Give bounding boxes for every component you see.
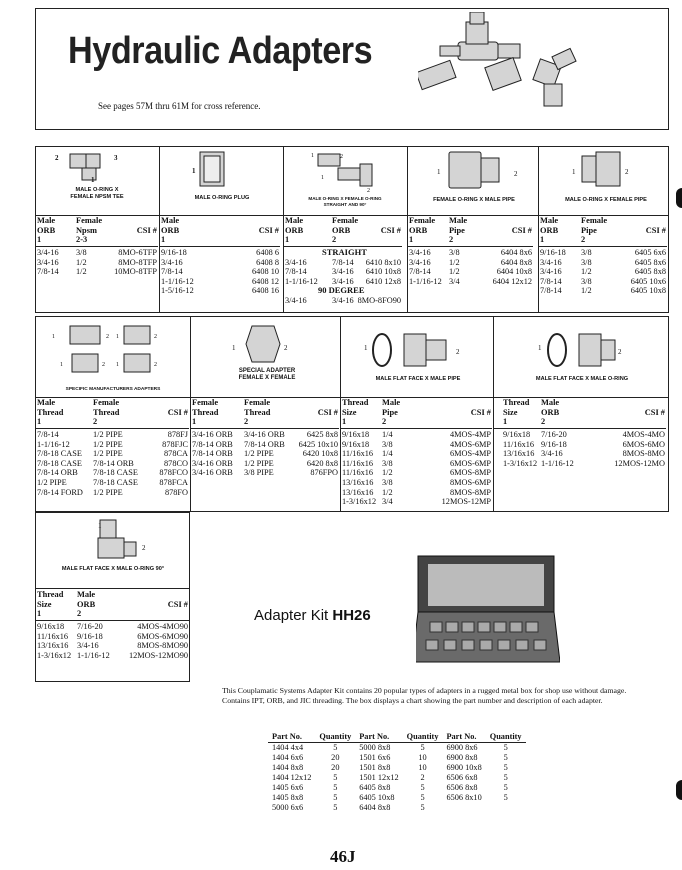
- table-row: [268, 773, 526, 783]
- callout-2: 2: [625, 168, 629, 176]
- callout-1: 1: [192, 167, 196, 175]
- table-cell: 3/8 PIPE: [244, 468, 274, 478]
- column-header: CSI #: [645, 226, 666, 235]
- part-no-cell: [442, 803, 485, 813]
- csi-number: 8MO-8FO90: [357, 296, 401, 305]
- table-row: [268, 803, 526, 813]
- quantity-cell: 5: [333, 773, 338, 782]
- quantity-cell: 5: [420, 803, 425, 812]
- callout-1: 1: [116, 362, 119, 368]
- subheading: STRAIGHT: [322, 247, 367, 257]
- header-rule: [159, 246, 280, 247]
- flat-face-male-oring-icon: [545, 330, 625, 370]
- cross-reference-note: See pages 57M thru 61M for cross reference.: [98, 101, 261, 111]
- table-cell: 7/8-18 CASE: [93, 478, 138, 487]
- column-header: Male Pipe 2: [382, 398, 401, 426]
- column-header: Male ORB 1: [161, 216, 180, 244]
- specific-manufacturers-icons: [62, 322, 162, 380]
- csi-number: 6410 10x8: [365, 267, 401, 277]
- table-cell: 7/8-14: [540, 276, 562, 286]
- callout-2: 2: [102, 362, 105, 368]
- table-cell: 1/2 PIPE: [93, 449, 123, 459]
- csi-number: 878FJC: [162, 439, 188, 449]
- binder-hole: [676, 780, 682, 800]
- table-cell: 3/8: [581, 257, 592, 267]
- csi-number: 6404 10x8: [496, 267, 532, 277]
- column-header: Female Npsm 2-3: [76, 216, 103, 244]
- column-header: Male Thread 1: [37, 398, 64, 426]
- column-header: Male ORB 1: [540, 216, 559, 244]
- table-cell: 3/4: [382, 497, 393, 507]
- part-no-cell: 1404 4x4: [272, 743, 304, 752]
- csi-number: 4MOS-4MO90: [137, 622, 188, 631]
- table-cell: 7/8-14 ORB: [93, 458, 134, 468]
- table-cell: 3/4-16 ORB: [244, 430, 285, 439]
- csi-number: 10MO-8TFP: [114, 267, 157, 277]
- table-cell: 1/2: [382, 468, 393, 478]
- callout-2: 2: [55, 154, 59, 162]
- table-cell: 11/16x16: [342, 468, 374, 478]
- part-no-cell: 5000 8x8: [359, 743, 391, 752]
- csi-number: 878FCO: [159, 468, 188, 478]
- header-rule: [493, 428, 666, 429]
- part-no-cell: 6506 8x10: [446, 793, 482, 802]
- table-cell: 7/8-14 FORD: [37, 487, 83, 497]
- csi-number: 6408 8: [256, 257, 279, 267]
- quantity-cell: 5: [503, 773, 508, 782]
- csi-number: 8MO-8TFP: [118, 257, 157, 267]
- specific-manufacturers-caption: SPECIFIC MANUFACTURERS ADAPTERS: [65, 387, 161, 392]
- quantity-cell: 5: [503, 753, 508, 762]
- callout-1: 1: [60, 362, 63, 368]
- csi-number: 6408 12: [252, 276, 279, 286]
- part-no-cell: 6900 8x6: [446, 743, 478, 752]
- table-cell: 1-3/16x12: [342, 497, 377, 507]
- binder-hole: [676, 188, 682, 208]
- table-cell: 3/4-16: [332, 267, 354, 277]
- csi-number: 6405 10x6: [630, 276, 666, 286]
- csi-number: 12MOS-12MO90: [128, 650, 188, 660]
- table-cell: 3/4-16: [285, 296, 307, 305]
- csi-number: 878FCA: [159, 478, 188, 487]
- table-cell: 3/4-16 ORB: [192, 468, 233, 478]
- table-cell: 13/16x16: [342, 478, 374, 487]
- table-cell: 13/16x16: [37, 641, 69, 651]
- table-row: [268, 763, 526, 773]
- header-rule: [340, 428, 492, 429]
- table-cell: 7/8-18 CASE: [93, 468, 138, 478]
- csi-number: 878FJ: [167, 430, 188, 439]
- flat-face-male-pipe-caption: MALE FLAT FACE X MALE PIPE: [375, 376, 461, 382]
- csi-number: 6408 16: [252, 286, 279, 296]
- page-title: Hydraulic Adapters: [68, 30, 373, 72]
- csi-number: 8MOS-8MO90: [137, 641, 188, 651]
- callout-2: 2: [618, 348, 622, 356]
- column-header: Male ORB 1: [37, 216, 56, 244]
- column-header: CSI #: [167, 600, 188, 609]
- quantity-cell: 5: [420, 783, 425, 792]
- table-cell: 11/16x16: [342, 449, 374, 459]
- table-cell: 1/2: [581, 267, 592, 277]
- table-row: [268, 743, 526, 754]
- table-cell: 1-1/16-12: [409, 276, 442, 286]
- csi-number: 6425 8x8: [306, 430, 338, 439]
- callout-2: 2: [514, 170, 518, 178]
- part-no-cell: 1404 12x12: [272, 773, 312, 782]
- column-header: CSI #: [258, 226, 279, 235]
- table-cell: 3/4: [449, 276, 460, 286]
- table-cell: 1-3/16x12: [503, 458, 538, 468]
- table-cell: 7/8-14 ORB: [192, 439, 233, 449]
- callout-1: 1: [98, 522, 102, 530]
- table-cell: 3/4-16: [285, 257, 307, 267]
- table-cell: 7/8-14: [540, 286, 562, 296]
- callout-1: 1: [364, 344, 368, 352]
- table-cell: 7/8-18 CASE: [37, 449, 82, 459]
- kit-description: This Couplamatic Systems Adapter Kit contains 20 popular types of adapters in a rugged metal box for shop use without damage. Contains IPT, ORB, and JIC threading. The box displays a chart showing the part number and description of each adapter.: [222, 686, 627, 705]
- flat-face-90-caption: MALE FLAT FACE X MALE O-RING 90°: [61, 566, 165, 572]
- header-rule: [190, 428, 339, 429]
- table-cell: 1/2: [76, 257, 87, 267]
- quantity-cell: 20: [331, 753, 340, 762]
- table-cell: 1/2: [76, 267, 87, 277]
- column-header: Thread Size 1: [37, 590, 64, 618]
- header-rule: [407, 246, 533, 247]
- table-cell: 7/8-18 CASE: [37, 458, 82, 468]
- table-cell: 9/16-18: [77, 631, 103, 641]
- column-header: Female ORB 2: [332, 216, 359, 244]
- table-cell: 7/16-20: [541, 430, 567, 439]
- part-no-cell: 1501 8x8: [359, 763, 391, 772]
- callout-1: 1: [116, 334, 119, 340]
- header-rule: [35, 246, 158, 247]
- table-cell: 3/8: [382, 478, 393, 487]
- table-cell: 1/2 PIPE: [93, 439, 123, 449]
- column-header: CSI #: [167, 408, 188, 417]
- csi-number: 8MOS-6MP: [449, 478, 491, 487]
- quantity-cell: 5: [503, 763, 508, 772]
- table-cell: 3/4-16 ORB: [192, 430, 233, 439]
- male-oring-female-pipe-caption: MALE O-RING X FEMALE PIPE: [565, 197, 647, 203]
- plug-caption: MALE O-RING PLUG: [194, 195, 250, 201]
- female-oring-male-pipe-caption: FEMALE O-RING X MALE PIPE: [433, 197, 515, 203]
- column-header: Male ORB 1: [285, 216, 304, 244]
- callout-2: 2: [284, 344, 288, 352]
- part-no-cell: 6900 10x8: [446, 763, 482, 772]
- plug-icon: [190, 150, 240, 190]
- column-header: Male ORB 2: [541, 398, 560, 426]
- callout-2: 2: [367, 188, 370, 194]
- column-header: Female Thread 2: [93, 398, 120, 426]
- callout-3: 3: [114, 154, 118, 162]
- table-cell: 3/4-16: [37, 257, 59, 267]
- csi-number: 4MOS-6MP: [449, 439, 491, 449]
- part-no-cell: 1501 6x6: [359, 753, 391, 762]
- callout-1: 1: [311, 153, 314, 159]
- page-number: 46J: [330, 847, 356, 866]
- table-cell: 1-1/16-12: [285, 276, 318, 286]
- csi-number: 876FPO: [310, 468, 338, 478]
- part-no-cell: 1404 8x8: [272, 763, 304, 772]
- adapter-kit-heading: [254, 607, 371, 624]
- table-cell: 3/4-16: [409, 257, 431, 267]
- part-no-cell: 6506 6x8: [446, 773, 478, 782]
- csi-number: 6425 10x10: [298, 439, 338, 449]
- column-header: Male ORB 2: [77, 590, 96, 618]
- table-cell: 1/2 PIPE: [244, 458, 274, 468]
- callout-1: 1: [52, 334, 55, 340]
- csi-number: 8MO-6TFP: [118, 248, 157, 257]
- table-cell: 1/2: [581, 286, 592, 296]
- table-cell: 7/8-14: [161, 267, 183, 277]
- table-cell: 7/8-14: [285, 267, 307, 277]
- header-rule: [538, 246, 667, 247]
- flat-face-male-oring-caption: MALE FLAT FACE X MALE O-RING: [535, 376, 629, 382]
- csi-number: 6MOS-4MP: [449, 449, 491, 459]
- col-part-no: Part No.: [355, 732, 402, 743]
- subheading: 90 DEGREE: [318, 285, 365, 296]
- table-cell: 3/4-16: [409, 248, 431, 257]
- table-cell: 3/4-16: [540, 257, 562, 267]
- csi-number: 6420 10x8: [302, 449, 338, 459]
- table-cell: 9/16x18: [37, 622, 65, 631]
- csi-number: 4MOS-4MP: [449, 430, 491, 439]
- csi-number: 6410 12x8: [365, 276, 401, 286]
- col-quantity: Quantity: [486, 732, 526, 743]
- table-cell: 9/16x18: [503, 430, 531, 439]
- table-cell: 7/8-14: [332, 257, 354, 267]
- table-cell: 1-1/16-12: [77, 650, 110, 660]
- callout-2: 2: [340, 154, 343, 160]
- callout-2: 2: [106, 334, 109, 340]
- callout-1: 1: [572, 168, 576, 176]
- part-no-cell: 5000 6x6: [272, 803, 304, 812]
- table-cell: 11/16x16: [503, 439, 535, 449]
- callout-1: 1: [91, 176, 95, 184]
- table-cell: 1-1/16-12: [161, 276, 194, 286]
- header-adapters-illustration: [418, 12, 578, 122]
- table-cell: 9/16x18: [342, 430, 370, 439]
- column-header: CSI #: [470, 408, 491, 417]
- callout-1: 1: [437, 168, 441, 176]
- quantity-cell: 5: [503, 793, 508, 802]
- header-rule: [35, 428, 189, 429]
- column-header: CSI #: [380, 226, 401, 235]
- csi-number: 8MOS-8MP: [449, 487, 491, 497]
- table-cell: 3/8: [382, 458, 393, 468]
- table-cell: 3/8: [76, 248, 87, 257]
- quantity-cell: 5: [333, 793, 338, 802]
- quantity-cell: 5: [420, 793, 425, 802]
- callout-2: 2: [154, 334, 157, 340]
- table-cell: 1/2: [382, 487, 393, 497]
- callout-2: 2: [456, 348, 460, 356]
- male-oring-female-pipe-icon: [578, 150, 628, 190]
- table-cell: 3/4-16: [540, 267, 562, 277]
- quantity-cell: 10: [418, 763, 427, 772]
- table-cell: 3/4-16: [332, 296, 354, 305]
- kit-label: Adapter Kit: [254, 607, 329, 624]
- table-cell: 7/8-14: [37, 430, 59, 439]
- table-cell: 3/4-16: [332, 276, 354, 286]
- callout-1: 1: [321, 175, 324, 181]
- part-no-cell: 6506 8x8: [446, 783, 478, 792]
- table-cell: 9/16-18: [541, 439, 567, 449]
- csi-number: 6MOS-8MP: [449, 468, 491, 478]
- table-cell: 13/16x16: [503, 449, 535, 459]
- quantity-cell: 5: [333, 743, 338, 752]
- table-row: [268, 793, 526, 803]
- table-cell: 7/8-14 ORB: [244, 439, 285, 449]
- column-header: CSI #: [317, 408, 338, 417]
- col-part-no: Part No.: [442, 732, 485, 743]
- callout-2: 2: [142, 544, 146, 552]
- flat-face-male-pipe-icon: [370, 330, 460, 370]
- csi-number: 6408 6: [256, 248, 279, 257]
- table-cell: 1-1/16-12: [37, 439, 70, 449]
- table-cell: 1/2 PIPE: [244, 449, 274, 459]
- table-cell: 7/8-14 ORB: [192, 449, 233, 459]
- oring-straight-caption: MALE O-RING X FEMALE O-RING STRAIGHT AND 90°: [308, 196, 382, 207]
- table-cell: 3/8: [382, 439, 393, 449]
- table-cell: 9/16-18: [161, 248, 187, 257]
- table-cell: 11/16x16: [342, 458, 374, 468]
- csi-number: 6405 8x6: [634, 257, 666, 267]
- csi-number: 6MOS-6MO: [622, 439, 665, 449]
- table-cell: 7/8-14 ORB: [37, 468, 78, 478]
- table-cell: 1-1/16-12: [541, 458, 574, 468]
- table-cell: 11/16x16: [37, 631, 69, 641]
- table-cell: 3/4-16 ORB: [192, 458, 233, 468]
- part-no-cell: 6900 8x8: [446, 753, 478, 762]
- csi-number: 8MOS-8MO: [622, 449, 665, 459]
- csi-number: 6404 8x8: [500, 257, 532, 267]
- female-oring-male-pipe-icon: [445, 150, 505, 190]
- part-no-cell: 1404 6x6: [272, 753, 304, 762]
- table-cell: 3/4-16: [541, 449, 563, 459]
- quantity-cell: 2: [420, 773, 425, 782]
- csi-number: 6MOS-6MP: [449, 458, 491, 468]
- table-cell: 1/2: [449, 267, 460, 277]
- table-cell: 1/2 PIPE: [37, 478, 67, 487]
- column-header: Female Thread 2: [244, 398, 271, 426]
- column-header: Female ORB 1: [409, 216, 436, 244]
- quantity-cell: 5: [420, 743, 425, 752]
- quantity-cell: 5: [503, 743, 508, 752]
- callout-2: 2: [154, 362, 157, 368]
- table-cell: 1/2 PIPE: [93, 487, 123, 497]
- csi-number: 878CA: [164, 449, 188, 459]
- oring-straight-90-icon: [310, 150, 380, 190]
- col-quantity: Quantity: [403, 732, 443, 743]
- part-no-cell: 6404 8x8: [359, 803, 391, 812]
- csi-number: 6404 12x12: [492, 276, 532, 286]
- callout-1: 1: [232, 344, 236, 352]
- quantity-cell: 5: [333, 783, 338, 792]
- table-cell: 1-3/16x12: [37, 650, 72, 660]
- column-header: CSI #: [644, 408, 665, 417]
- column-header: CSI #: [511, 226, 532, 235]
- csi-number: 878FO: [164, 487, 188, 497]
- column-header: Female Pipe 2: [581, 216, 608, 244]
- csi-number: 6410 8x10: [365, 257, 401, 267]
- table-cell: 13/16x16: [342, 487, 374, 497]
- quantity-cell: 10: [418, 753, 427, 762]
- csi-number: 6405 8x8: [634, 267, 666, 277]
- quantity-cell: 5: [503, 783, 508, 792]
- table-cell: 1-5/16-12: [161, 286, 194, 296]
- table-cell: 1/4: [382, 430, 393, 439]
- column-header: CSI #: [136, 226, 157, 235]
- tee-caption: MALE O-RING X FEMALE NPSM TEE: [70, 187, 124, 200]
- table-row: [268, 783, 526, 793]
- quantity-cell: 20: [331, 763, 340, 772]
- table-cell: 7/16-20: [77, 622, 103, 631]
- part-no-cell: 1405 6x6: [272, 783, 304, 792]
- table-cell: 9/16x18: [342, 439, 370, 449]
- col-part-no: Part No.: [268, 732, 315, 743]
- csi-number: 6404 8x6: [500, 248, 532, 257]
- table-cell: 7/8-14: [37, 267, 59, 277]
- kit-parts-table: [268, 732, 526, 813]
- table-cell: 9/16-18: [540, 248, 566, 257]
- csi-number: 6408 10: [252, 267, 279, 277]
- table-cell: 3/4-16: [77, 641, 99, 651]
- part-no-cell: 6405 10x8: [359, 793, 395, 802]
- csi-number: 4MOS-4MO: [622, 430, 665, 439]
- csi-number: 12MOS-12MP: [441, 497, 491, 507]
- col-quantity: Quantity: [315, 732, 355, 743]
- table-cell: 7/8-14: [409, 267, 431, 277]
- part-no-cell: 1405 8x8: [272, 793, 304, 802]
- csi-number: 6MOS-6MO90: [137, 631, 188, 641]
- csi-number: 12MOS-12MO: [614, 458, 665, 468]
- csi-number: 6405 6x6: [634, 248, 666, 257]
- column-header: Thread Size 1: [342, 398, 369, 426]
- csi-number: 878CO: [164, 458, 188, 468]
- special-adapter-caption: SPECIAL ADAPTER FEMALE X FEMALE: [238, 368, 296, 381]
- table-cell: 1/2: [449, 257, 460, 267]
- csi-number: 6405 10x8: [630, 286, 666, 296]
- table-cell: 3/8: [581, 248, 592, 257]
- table-cell: 3/4-16: [161, 257, 183, 267]
- table-cell: 3/4-16: [37, 248, 59, 257]
- column-header: Thread Size 1: [503, 398, 530, 426]
- special-adapter-icon: [240, 322, 290, 368]
- kit-code: HH26: [332, 607, 371, 624]
- adapter-kit-box-image: [416, 550, 560, 668]
- part-no-cell: 6405 8x8: [359, 783, 391, 792]
- part-no-cell: 1501 12x12: [359, 773, 399, 782]
- callout-1: 1: [538, 344, 542, 352]
- table-cell: 3/8: [449, 248, 460, 257]
- table-row: [268, 753, 526, 763]
- quantity-cell: 5: [333, 803, 338, 812]
- quantity-cell: [486, 803, 526, 813]
- column-header: Male Pipe 2: [449, 216, 468, 244]
- column-header: Female Thread 1: [192, 398, 219, 426]
- table-cell: 1/2 PIPE: [93, 430, 123, 439]
- csi-number: 6420 8x8: [306, 458, 338, 468]
- header-rule: [35, 620, 189, 621]
- table-cell: 1/4: [382, 449, 393, 459]
- table-cell: 3/8: [581, 276, 592, 286]
